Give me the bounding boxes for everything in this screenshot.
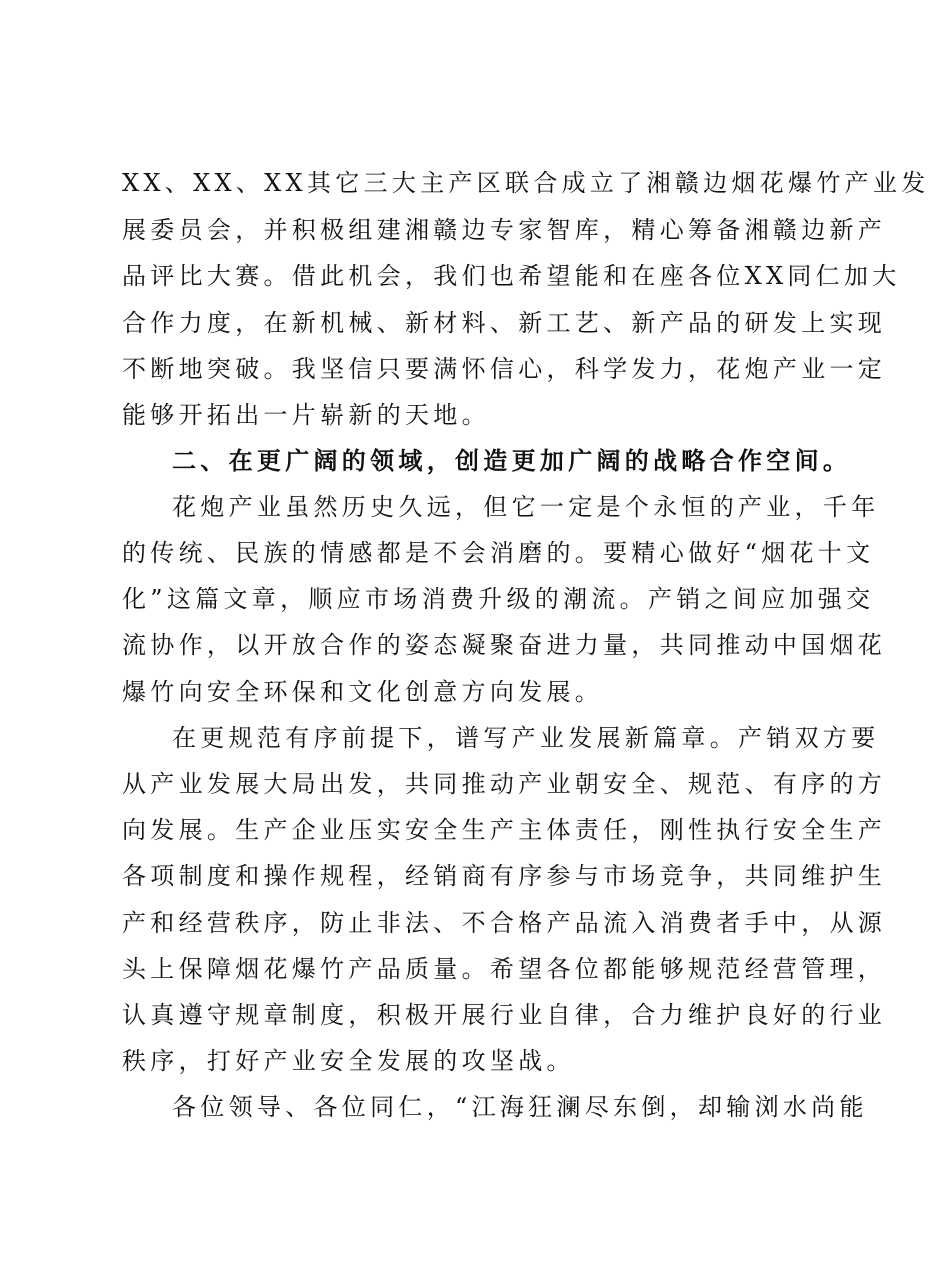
section-heading: 二、在更广阔的领域，创造更加广阔的战略合作空间。 <box>172 446 852 475</box>
text-line: 花炮产业虽然历史久远，但它一定是个永恒的产业，千年 <box>172 493 880 521</box>
text-line: 头上保障烟花爆竹产品质量。希望各位都能够规范经营管理， <box>122 955 887 983</box>
text-line: 流协作，以开放合作的姿态凝聚奋进力量，共同推动中国烟花 <box>122 631 887 659</box>
text-line: 向发展。生产企业压实安全生产主体责任，刚性执行安全生产 <box>122 816 887 844</box>
text-line: XX、XX、XX其它三大主产区联合成立了湘赣边烟花爆竹产业发 <box>122 169 930 197</box>
text-line: 能够开拓出一片崭新的天地。 <box>122 401 490 429</box>
text-line: 从产业发展大局出发，共同推动产业朝安全、规范、有序的方 <box>122 770 887 798</box>
text-line: 产和经营秩序，防止非法、不合格产品流入消费者手中，从源 <box>122 909 887 937</box>
text-line: 合作力度，在新机械、新材料、新工艺、新产品的研发上实现 <box>122 309 887 337</box>
text-line: 品评比大赛。借此机会，我们也希望能和在座各位XX同仁加大 <box>122 262 901 290</box>
text-line: 秩序，打好产业安全发展的攻坚战。 <box>122 1047 575 1075</box>
text-line: 不断地突破。我坚信只要满怀信心，科学发力，花炮产业一定 <box>122 355 887 383</box>
text-line: 的传统、民族的情感都是不会消磨的。要精心做好“烟花十文 <box>122 539 875 567</box>
text-line: 认真遵守规章制度，积极开展行业自律，合力维护良好的行业 <box>122 1001 887 1029</box>
text-line: 展委员会，并积极组建湘赣边专家智库，精心筹备湘赣边新产 <box>122 216 887 244</box>
text-line: 各项制度和操作规程，经销商有序参与市场竞争，共同维护生 <box>122 862 887 890</box>
text-line: 各位领导、各位同仁，“江海狂澜尽东倒，却输浏水尚能 <box>172 1093 868 1121</box>
text-line: 爆竹向安全环保和文化创意方向发展。 <box>122 678 604 706</box>
text-line: 化”这篇文章，顺应市场消费升级的潮流。产销之间应加强交 <box>122 585 875 613</box>
text-line: 在更规范有序前提下，谱写产业发展新篇章。产销双方要 <box>172 724 880 752</box>
